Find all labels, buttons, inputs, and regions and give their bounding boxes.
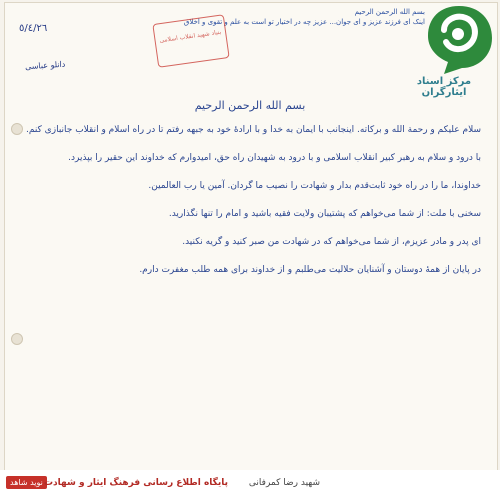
letter-paragraph: ای پدر و مادر عزیزم، از شما می‌خواهم که در شهادت من صبر کنید و گریه نکنید. xyxy=(182,237,481,247)
stamp-text: بنیاد شهید انقلاب اسلامی xyxy=(159,28,222,45)
footer-badge[interactable]: نوید شاهد xyxy=(6,476,47,489)
letter-date: ٥/٤/٢٦ xyxy=(19,23,48,34)
letter-body xyxy=(19,95,481,437)
letter-paragraph: سلام علیکم و رحمة الله و برکاته. اینجانب با ایمان به خدا و با ارادهٔ خود به جبهه رفتم تا در راه اسلام و انقلاب جانبازی کنم. xyxy=(25,125,481,135)
letterhead-line: اینک ای فرزند عزیز و ای جوان... عزیز چه در اختیار تو است به علم و تقوی و اخلاق xyxy=(183,18,425,26)
letter-paragraph: با درود و سلام به رهبر کبیر انقلاب اسلامی و با درود به شهیدان راه حق، امیدوارم که خداوند این حقیر را بپذیرد. xyxy=(68,153,481,163)
archive-logo-icon xyxy=(422,2,496,78)
footer-bar xyxy=(0,470,500,500)
letter-paragraph: خداوندا، ما را در راه خود ثابت‌قدم بدار و شهادت را نصیب ما گردان. آمین یا رب العالمین. xyxy=(148,181,481,191)
letter-paragraph: سخنی با ملت: از شما می‌خواهم که پشتیبان ولایت فقیه باشید و امام را تنها نگذارید. xyxy=(168,209,481,219)
martyr-name: شهید رضا کمرفانی xyxy=(248,478,320,488)
red-stamp xyxy=(152,14,229,68)
letterhead-line: بسم الله الرحمن الرحيم xyxy=(354,8,425,16)
footer-site-title[interactable]: پایگاه اطلاع رسانی فرهنگ ایثار و شهادت xyxy=(44,478,229,488)
bismillah: بسم الله الرحمن الرحیم xyxy=(194,99,306,112)
letter-paragraph: در پایان از همهٔ دوستان و آشنایان حلالیت می‌طلبم و از خداوند برای همه طلب مغفرت دارم. xyxy=(139,265,481,275)
signature: دانلو عباسی xyxy=(24,59,66,72)
logo-caption: مرکز اسناد ایثارگران xyxy=(416,76,472,98)
